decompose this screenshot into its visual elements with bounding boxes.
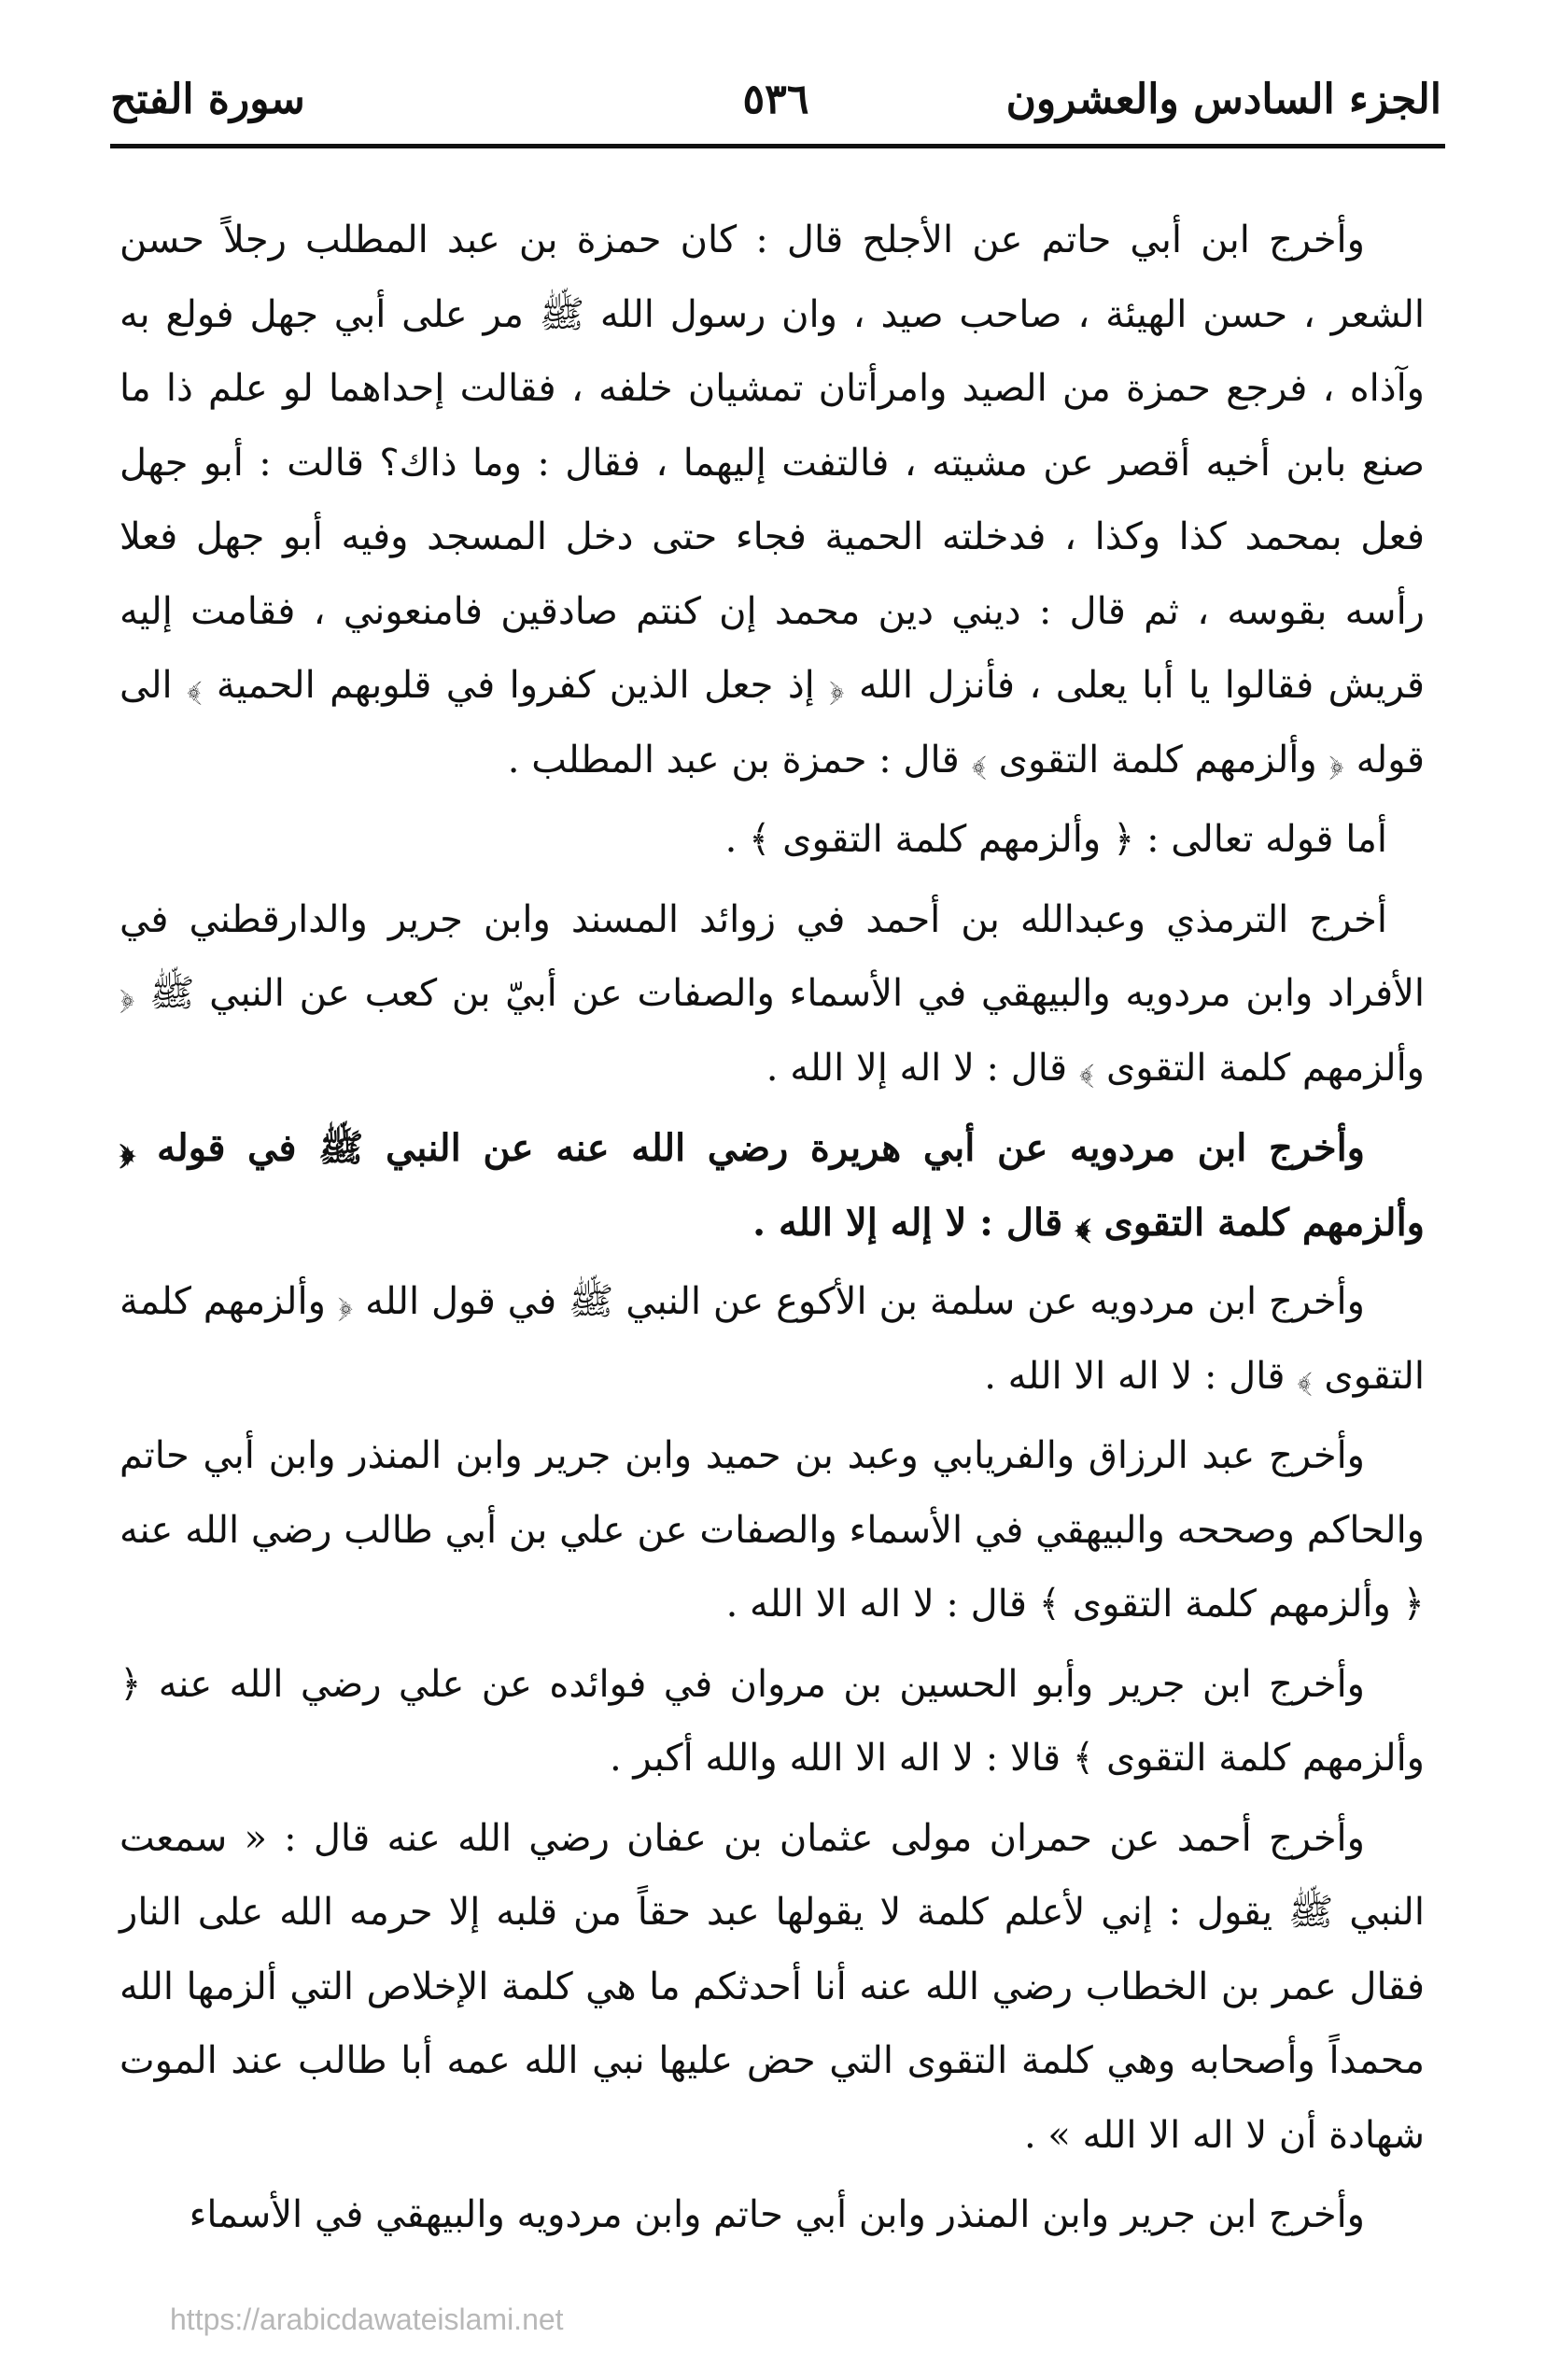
paragraph-ahmad-humran: وأخرج أحمد عن حمران مولى عثمان بن عفان رضي الله عنه قال : « سمعت النبي ﷺ يقول : إني لأعلم كلمة لا يقولها عبد حقاً من قلبه إلا حرمه الله على النار فقال عمر بن الخطاب رضي الله عنه أنا أحدثكم ما هي كلمة الإخلاص التي ألزمها الله محمداً وأصحابه وهي كلمة التقوى التي حض عليها نبي الله عمه أبا طالب عند الموت شهادة أن لا اله الا الله » . xyxy=(119,1816,1425,2157)
paragraph-tirmidhi: أخرج الترمذي وعبدالله بن أحمد في زوائد المسند وابن جرير والدارقطني في الأفراد وابن مردويه والبيهقي في الأسماء والصفات عن أبيّ بن كعب عن النبي ﷺ ﴿ وألزمهم كلمة التقوى ﴾ قال : لا اله إلا الله . xyxy=(119,897,1425,1090)
header-divider xyxy=(110,144,1445,148)
paragraph-abu-hurayrah: وأخرج ابن مردويه عن أبي هريرة رضي الله عنه عن النبي ﷺ في قوله ﴿ وألزمهم كلمة التقوى ﴾ قال : لا إله إلا الله . xyxy=(119,1126,1425,1245)
watermark-url: https://arabicdawateislami.net xyxy=(170,2303,564,2336)
paragraph-final: وأخرج ابن جرير وابن المنذر وابن أبي حاتم وابن مردويه والبيهقي في الأسماء xyxy=(189,2193,1365,2236)
part-title: الجزء السادس والعشرون xyxy=(1005,76,1441,123)
paragraph-salamah: وأخرج ابن مردويه عن سلمة بن الأكوع عن النبي ﷺ في قول الله ﴿ وألزمهم كلمة التقوى ﴾ قال : لا اله الا الله . xyxy=(119,1280,1425,1398)
paragraph-abd-al-razzaq: وأخرج عبد الرزاق والفريابي وعبد بن حميد وابن جرير وابن المنذر وابن أبي حاتم والحاكم وصححه والبيهقي في الأسماء والصفات عن علي بن أبي طالب رضي الله عنه ﴿ وألزمهم كلمة التقوى ﴾ قال : لا اله الا الله . xyxy=(119,1434,1425,1626)
paragraph-hamza-story: وأخرج ابن أبي حاتم عن الأجلح قال : كان حمزة بن عبد المطلب رجلاً حسن الشعر ، حسن الهيئة ، صاحب صيد ، وان رسول الله ﷺ مر على أبي جهل فولع به وآذاه ، فرجع حمزة من الصيد وامرأتان تمشيان خلفه ، فقالت إحداهما لو علم ذا ما صنع بابن أخيه أقصر عن مشيته ، فالتفت إليهما ، فقال : وما ذاك؟ قالت : أبو جهل فعل بمحمد كذا وكذا ، فدخلته الحمية فجاء حتى دخل المسجد وفيه أبو جهل فعلا رأسه بقوسه ، ثم قال : ديني دين محمد إن كنتم صادقين فامنعوني ، فقامت إليه قريش فقالوا يا أبا يعلى ، فأنزل الله ﴿ إذ جعل الذين كفروا في قلوبهم الحمية ﴾ الى قوله ﴿ وألزمهم كلمة التقوى ﴾ قال : حمزة بن عبد المطلب . xyxy=(119,218,1425,782)
page-body xyxy=(119,204,1425,2259)
page-number: ٥٣٦ xyxy=(742,76,809,123)
paragraph-verse-heading: أما قوله تعالى : ﴿ وألزمهم كلمة التقوى ﴾ . xyxy=(724,818,1387,861)
paragraph-ibn-jarir-ali: وأخرج ابن جرير وأبو الحسين بن مروان في فوائده عن علي رضي الله عنه ﴿ وألزمهم كلمة التقوى ﴾ قالا : لا اله الا الله والله أكبر . xyxy=(119,1662,1425,1780)
surah-title: سورة الفتح xyxy=(110,76,305,123)
page-header xyxy=(110,58,1441,142)
